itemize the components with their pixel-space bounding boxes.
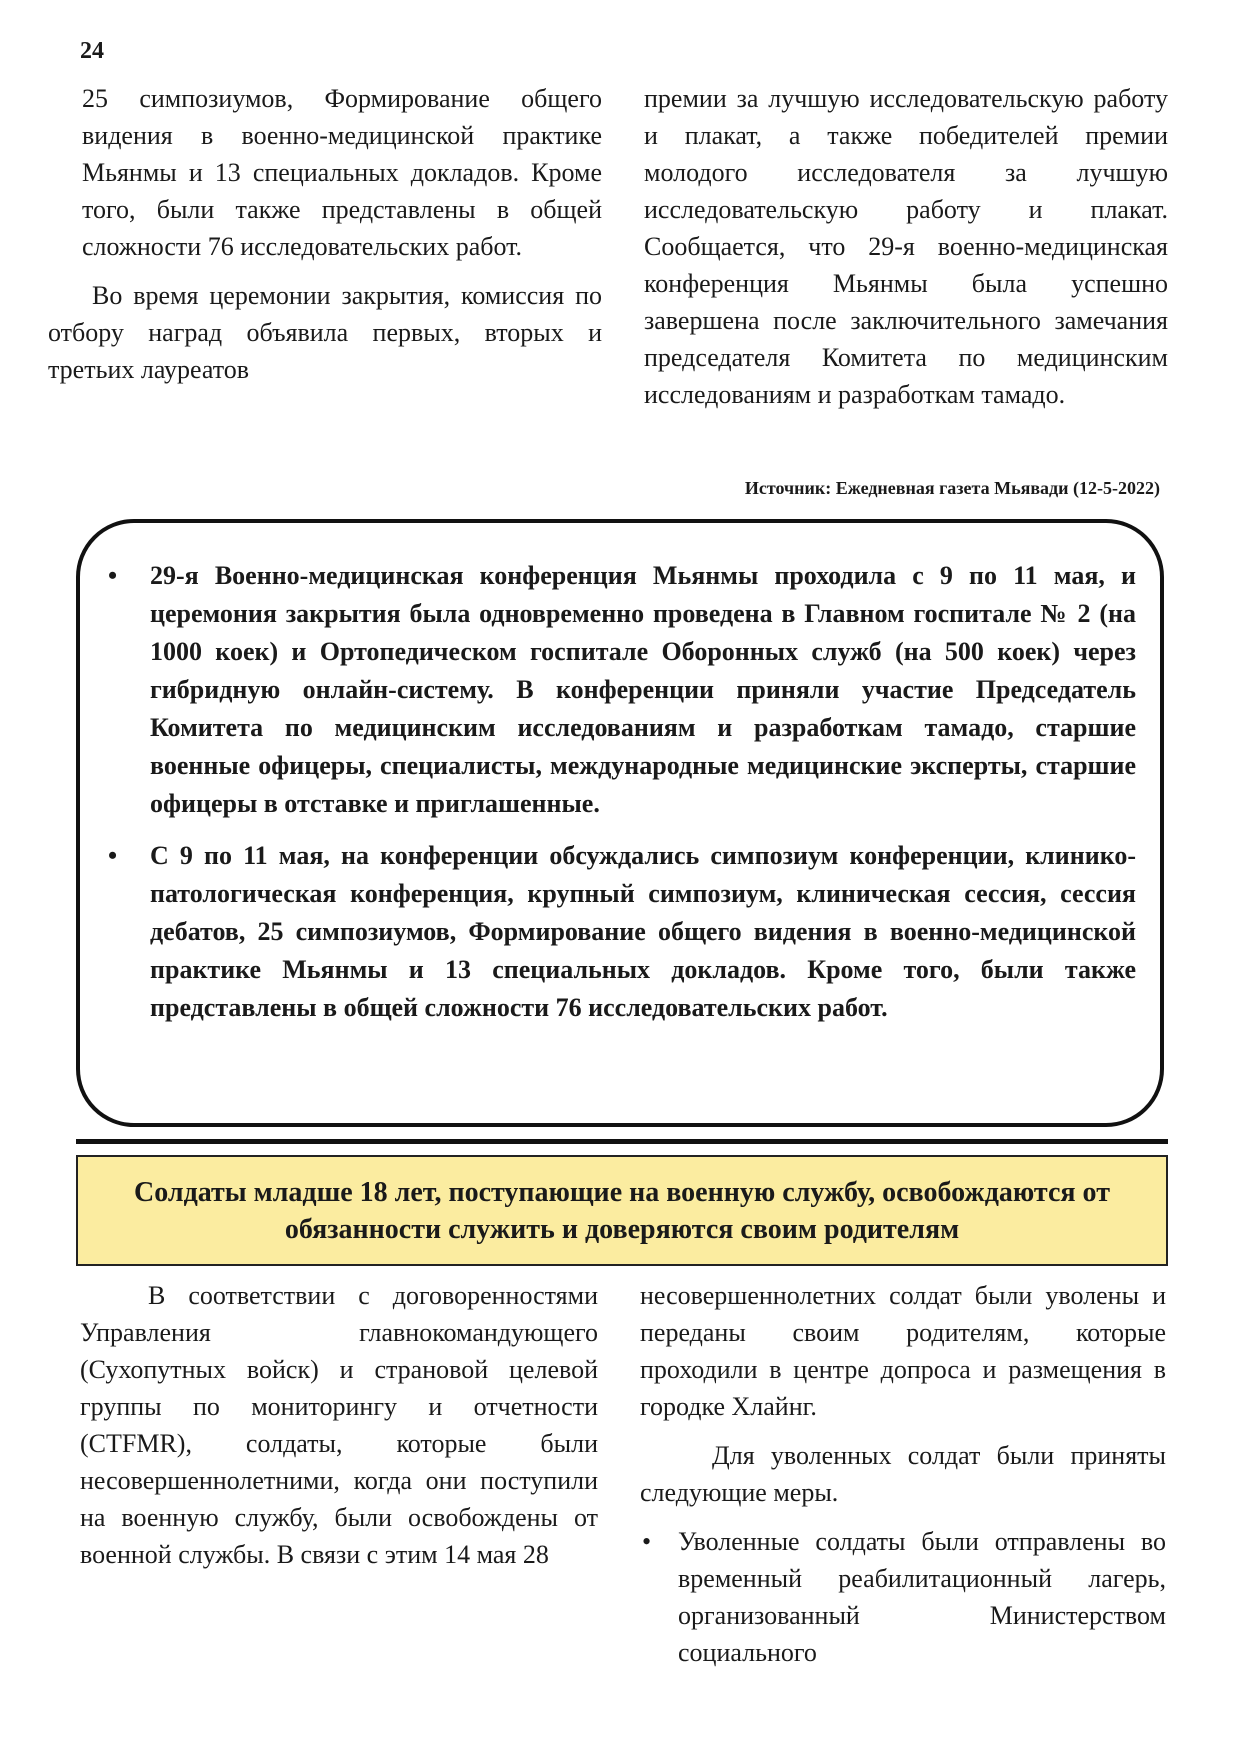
article-1-left-column — [48, 80, 602, 388]
summary-list — [108, 557, 1136, 1027]
article-2-left-column — [80, 1277, 598, 1573]
bullet-icon: • — [108, 561, 118, 590]
article-2-paragraph: Для уволенных солдат были приняты следующие меры. — [640, 1441, 1166, 1507]
article-2-paragraph: несовершеннолетних солдат были уволены и переданы своим родителям, которые проходили в центре допроса и размещения в городке Хлайнг. — [640, 1281, 1166, 1421]
summary-bullet-item — [108, 557, 1136, 823]
summary-bullet-text: С 9 по 11 мая, на конференции обсуждались симпозиум конференции, клинико-патологическая конференция, крупный симпозиум, клиническая сессия, сессия дебатов, 25 симпозиумов, Формирование общего видения в военно-медицинской практике Мьянмы и 13 специальных докладов. Кроме того, были также представлены в общей сложности 76 исследовательских работ. — [150, 841, 1136, 1022]
article-2-right-column — [640, 1277, 1166, 1671]
summary-bullet-item — [108, 837, 1136, 1027]
article-2-bullet-text: Уволенные солдаты были отправлены во временный реабилитационный лагерь, организованный Министерством социального — [678, 1527, 1166, 1667]
article-1-right-column — [644, 80, 1168, 413]
article-1-paragraph: премии за лучшую исследовательскую работу и плакат, а также победителей премии молодого исследователя за лучшую исследовательскую работу и плакат. Сообщается, что 29-я военно-медицинская конференция Мьянмы была успешно завершена после заключительного замечания председателя Комитета по медицинским исследованиям и разработкам тамадо. — [644, 84, 1168, 409]
article-1-paragraph: Во время церемонии закрытия, комиссия по отбору наград объявила первых, вторых и третьих лауреатов — [48, 281, 602, 384]
article-2-headline-text: Солдаты младше 18 лет, поступающие на военную службу, освобождаются от обязанности служить и доверяются своим родителям — [134, 1176, 1110, 1245]
source-citation: Источник: Ежедневная газета Мьявади (12-5-2022) — [744, 478, 1160, 498]
bullet-icon: • — [642, 1527, 652, 1556]
section-divider — [76, 1139, 1168, 1144]
article-2-bullet-item — [640, 1523, 1166, 1671]
article-2-headline — [76, 1155, 1168, 1266]
page-number: 24 — [80, 38, 104, 64]
bullet-icon: • — [108, 841, 118, 870]
summary-bullet-text: 29-я Военно-медицинская конференция Мьянмы проходила с 9 по 11 мая, и церемония закрытия была одновременно проведена в Главном госпитале № 2 (на 1000 коек) и Ортопедическом госпитале Оборонных служб (на 500 коек) через гибридную онлайн-систему. В конференции приняли участие Председатель Комитета по медицинским исследованиям и разработкам тамадо, старшие военные офицеры, специалисты, международные медицинские эксперты, старшие офицеры в отставке и приглашенные. — [150, 561, 1136, 818]
article-1-paragraph: 25 симпозиумов, Формирование общего видения в военно-медицинской практике Мьянмы и 13 специальных докладов. Кроме того, были также представлены в общей сложности 76 исследовательских работ. — [82, 84, 602, 261]
summary-box — [76, 519, 1164, 1127]
article-2-paragraph: В соответствии с договоренностями Управления главнокомандующего (Сухопутных войск) и страновой целевой группы по мониторингу и отчетности (CTFMR), солдаты, которые были несовершеннолетними, когда они поступили на военную службу, были освобождены от военной службы. В связи с этим 14 мая 28 — [80, 1281, 598, 1569]
